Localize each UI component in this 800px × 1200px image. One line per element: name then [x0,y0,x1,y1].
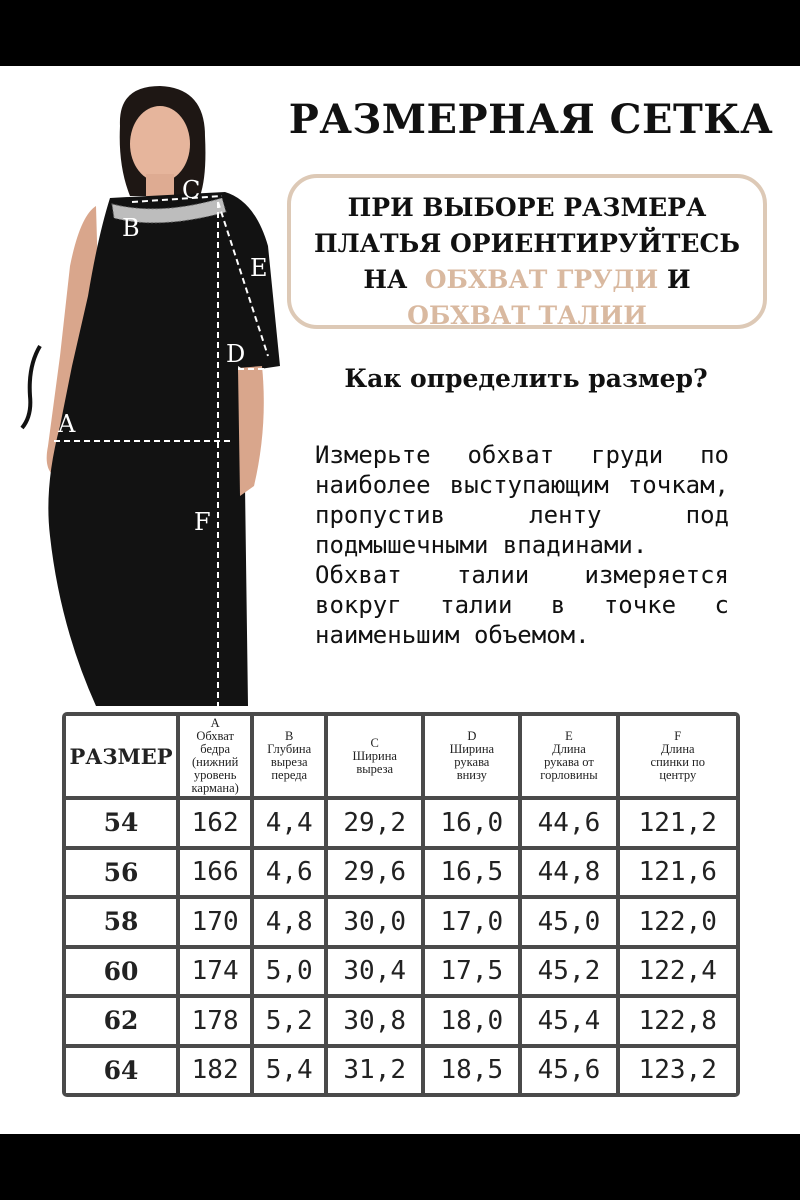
measurement-cell: 122,4 [620,949,736,995]
table-header-row [66,716,736,796]
notice-line-1: ПРИ ВЫБОРЕ РАЗМЕРА [347,193,707,222]
label-c: C [182,176,201,204]
measurement-cell: 30,8 [328,998,421,1044]
measurement-cell: 30,0 [328,899,421,945]
notice-accent-waist: ОБХВАТ ТАЛИИ [407,301,647,330]
size-cell: 64 [66,1048,176,1094]
model-photo [0,66,290,726]
size-chart-page [0,66,800,1134]
notice-prefix: НА [363,265,408,294]
measurement-cell: 122,8 [620,998,736,1044]
measurement-cell: 45,2 [522,949,615,995]
notice-suffix: И [667,265,691,294]
measurement-cell: 122,0 [620,899,736,945]
measurement-cell: 16,0 [425,800,518,846]
size-column-header: РАЗМЕР [66,716,176,796]
column-header: C Ширина выреза [328,716,421,796]
measurement-cell: 17,5 [425,949,518,995]
measurement-cell: 170 [180,899,250,945]
table-row [66,949,736,995]
label-a: A [58,410,76,438]
measurement-cell: 5,2 [254,998,324,1044]
measurement-cell: 123,2 [620,1048,736,1094]
measurement-cell: 18,0 [425,998,518,1044]
measurement-cell: 162 [180,800,250,846]
measurement-cell: 178 [180,998,250,1044]
size-cell: 58 [66,899,176,945]
table-row [66,899,736,945]
column-header: F Длина спинки по центру [620,716,736,796]
measurement-cell: 16,5 [425,850,518,896]
size-cell: 56 [66,850,176,896]
measurement-cell: 31,2 [328,1048,421,1094]
measurement-cell: 44,6 [522,800,615,846]
table-row [66,1048,736,1094]
column-header: E Длина рукава от горловины [522,716,615,796]
label-e: E [250,254,268,282]
measurement-cell: 5,0 [254,949,324,995]
measurement-cell: 4,8 [254,899,324,945]
measurement-cell: 174 [180,949,250,995]
column-header: A Обхват бедра (нижний уровень кармана) [180,716,250,796]
size-cell: 60 [66,949,176,995]
notice-accent-chest: ОБХВАТ ГРУДИ [424,265,659,294]
measurement-cell: 44,8 [522,850,615,896]
size-cell: 54 [66,800,176,846]
measurement-cell: 166 [180,850,250,896]
column-header: D Ширина рукава внизу [425,716,518,796]
notice-line-2: ПЛАТЬЯ ОРИЕНТИРУЙТЕСЬ [313,229,741,258]
table-row [66,998,736,1044]
column-header: B Глубина выреза переда [254,716,324,796]
page-title: РАЗМЕРНАЯ СЕТКА [288,96,774,143]
measurement-cell: 121,2 [620,800,736,846]
measurement-cell: 45,4 [522,998,615,1044]
measurement-cell: 45,0 [522,899,615,945]
measurement-cell: 121,6 [620,850,736,896]
size-table [62,712,740,1097]
notice-box [287,174,767,329]
notice-line-3 [291,262,763,298]
howto-heading: Как определить размер? [344,364,708,393]
measurement-cell: 4,6 [254,850,324,896]
instruction-chest: Измерьте обхват груди по наиболее выступающим точкам, пропустив ленту под подмышечными впадинами. [315,441,729,559]
measurement-cell: 17,0 [425,899,518,945]
instruction-waist: Обхват талии измеряется вокруг талии в точке с наименьшим объемом. [315,561,729,649]
measurement-cell: 182 [180,1048,250,1094]
label-f: F [194,508,211,536]
measurement-cell: 29,6 [328,850,421,896]
measurement-cell: 5,4 [254,1048,324,1094]
table-row [66,800,736,846]
label-d: D [226,340,246,368]
instructions [315,440,729,650]
size-table-wrapper [62,712,740,1097]
label-b: B [122,214,140,242]
table-row [66,850,736,896]
measurement-cell: 45,6 [522,1048,615,1094]
measurement-cell: 18,5 [425,1048,518,1094]
measurement-cell: 29,2 [328,800,421,846]
measurement-cell: 30,4 [328,949,421,995]
size-cell: 62 [66,998,176,1044]
measurement-cell: 4,4 [254,800,324,846]
